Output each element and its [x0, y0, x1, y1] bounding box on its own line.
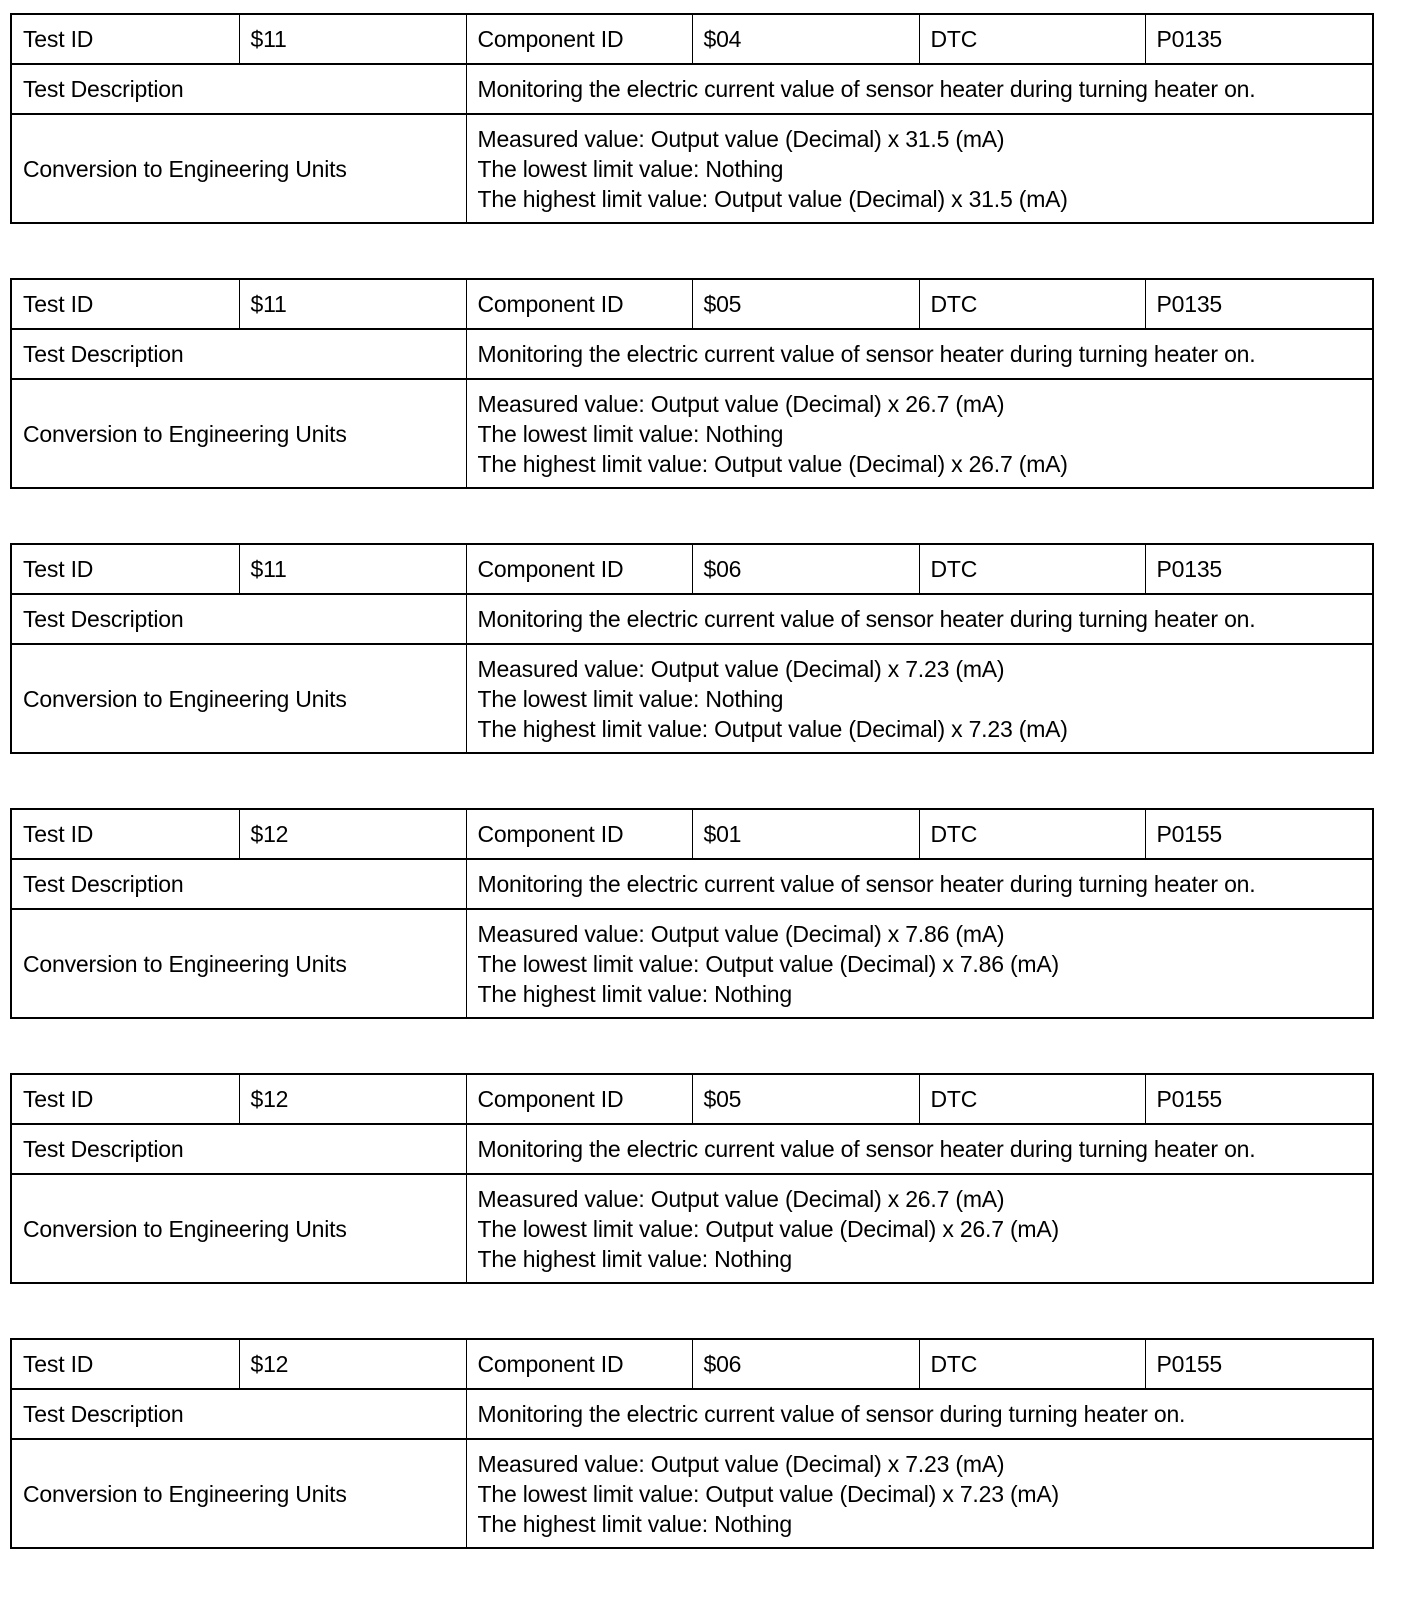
- test-id-label: Test ID: [11, 279, 239, 329]
- lowest-limit-line: The lowest limit value: Nothing: [477, 155, 784, 182]
- id-row: [11, 1074, 1373, 1124]
- test-id-value: $12: [239, 809, 466, 859]
- test-id-value: $12: [239, 1339, 466, 1389]
- lowest-limit-line: The lowest limit value: Output value (Decimal) x 7.86 (mA): [477, 950, 1059, 977]
- test-id-label: Test ID: [11, 1074, 239, 1124]
- description-row: [11, 1124, 1373, 1174]
- id-row: [11, 279, 1373, 329]
- id-row: [11, 14, 1373, 64]
- monitor-test-table: [10, 1073, 1374, 1284]
- conversion-row: [11, 1174, 1373, 1283]
- conversion-row: [11, 114, 1373, 223]
- highest-limit-line: The highest limit value: Output value (Decimal) x 31.5 (mA): [477, 185, 1068, 212]
- id-row: [11, 544, 1373, 594]
- conversion-label: Conversion to Engineering Units: [11, 379, 466, 488]
- id-row: [11, 809, 1373, 859]
- lowest-limit-line: The lowest limit value: Output value (Decimal) x 7.23 (mA): [477, 1480, 1059, 1507]
- id-row: [11, 1339, 1373, 1389]
- measured-value-line: Measured value: Output value (Decimal) x 31.5 (mA): [477, 125, 1005, 152]
- test-description-value: Monitoring the electric current value of sensor heater during turning heater on.: [466, 594, 1373, 644]
- conversion-row: [11, 1439, 1373, 1548]
- component-id-label: Component ID: [466, 1339, 692, 1389]
- component-id-label: Component ID: [466, 279, 692, 329]
- highest-limit-line: The highest limit value: Nothing: [477, 1510, 792, 1537]
- lowest-limit-line: The lowest limit value: Output value (Decimal) x 26.7 (mA): [477, 1215, 1059, 1242]
- description-row: [11, 64, 1373, 114]
- conversion-value: [466, 1439, 1373, 1548]
- conversion-value: [466, 379, 1373, 488]
- test-description-label: Test Description: [11, 1389, 466, 1439]
- component-id-label: Component ID: [466, 544, 692, 594]
- conversion-value: [466, 114, 1373, 223]
- component-id-value: $01: [692, 809, 919, 859]
- conversion-label: Conversion to Engineering Units: [11, 114, 466, 223]
- dtc-value: P0155: [1145, 1074, 1373, 1124]
- test-description-label: Test Description: [11, 329, 466, 379]
- test-id-label: Test ID: [11, 809, 239, 859]
- description-row: [11, 594, 1373, 644]
- dtc-label: DTC: [919, 14, 1145, 64]
- conversion-label: Conversion to Engineering Units: [11, 909, 466, 1018]
- measured-value-line: Measured value: Output value (Decimal) x 26.7 (mA): [477, 1185, 1005, 1212]
- description-row: [11, 1389, 1373, 1439]
- conversion-label: Conversion to Engineering Units: [11, 1439, 466, 1548]
- test-id-label: Test ID: [11, 1339, 239, 1389]
- monitor-test-tables: [10, 13, 1372, 1603]
- test-id-value: $11: [239, 279, 466, 329]
- dtc-label: DTC: [919, 544, 1145, 594]
- component-id-value: $06: [692, 544, 919, 594]
- test-description-value: Monitoring the electric current value of sensor heater during turning heater on.: [466, 859, 1373, 909]
- dtc-value: P0135: [1145, 14, 1373, 64]
- dtc-value: P0135: [1145, 279, 1373, 329]
- conversion-label: Conversion to Engineering Units: [11, 1174, 466, 1283]
- dtc-label: DTC: [919, 279, 1145, 329]
- highest-limit-line: The highest limit value: Nothing: [477, 980, 792, 1007]
- conversion-row: [11, 644, 1373, 753]
- highest-limit-line: The highest limit value: Nothing: [477, 1245, 792, 1272]
- conversion-value: [466, 1174, 1373, 1283]
- measured-value-line: Measured value: Output value (Decimal) x 26.7 (mA): [477, 390, 1005, 417]
- test-description-value: Monitoring the electric current value of sensor heater during turning heater on.: [466, 64, 1373, 114]
- test-id-label: Test ID: [11, 544, 239, 594]
- monitor-test-table: [10, 278, 1374, 489]
- test-description-value: Monitoring the electric current value of sensor heater during turning heater on.: [466, 1124, 1373, 1174]
- description-row: [11, 859, 1373, 909]
- test-description-value: Monitoring the electric current value of sensor heater during turning heater on.: [466, 329, 1373, 379]
- measured-value-line: Measured value: Output value (Decimal) x 7.23 (mA): [477, 655, 1005, 682]
- conversion-row: [11, 909, 1373, 1018]
- test-description-label: Test Description: [11, 64, 466, 114]
- measured-value-line: Measured value: Output value (Decimal) x 7.86 (mA): [477, 920, 1005, 947]
- measured-value-line: Measured value: Output value (Decimal) x 7.23 (mA): [477, 1450, 1005, 1477]
- component-id-label: Component ID: [466, 1074, 692, 1124]
- component-id-value: $04: [692, 14, 919, 64]
- test-description-label: Test Description: [11, 1124, 466, 1174]
- monitor-test-table: [10, 1338, 1374, 1549]
- dtc-label: DTC: [919, 809, 1145, 859]
- test-id-label: Test ID: [11, 14, 239, 64]
- test-description-label: Test Description: [11, 594, 466, 644]
- conversion-row: [11, 379, 1373, 488]
- dtc-value: P0155: [1145, 1339, 1373, 1389]
- test-description-value: Monitoring the electric current value of sensor during turning heater on.: [466, 1389, 1373, 1439]
- component-id-label: Component ID: [466, 14, 692, 64]
- monitor-test-table: [10, 543, 1374, 754]
- test-id-value: $12: [239, 1074, 466, 1124]
- conversion-value: [466, 909, 1373, 1018]
- conversion-value: [466, 644, 1373, 753]
- dtc-value: P0135: [1145, 544, 1373, 594]
- conversion-label: Conversion to Engineering Units: [11, 644, 466, 753]
- test-description-label: Test Description: [11, 859, 466, 909]
- dtc-label: DTC: [919, 1074, 1145, 1124]
- description-row: [11, 329, 1373, 379]
- lowest-limit-line: The lowest limit value: Nothing: [477, 685, 784, 712]
- highest-limit-line: The highest limit value: Output value (Decimal) x 7.23 (mA): [477, 715, 1068, 742]
- component-id-value: $05: [692, 279, 919, 329]
- monitor-test-table: [10, 13, 1374, 224]
- lowest-limit-line: The lowest limit value: Nothing: [477, 420, 784, 447]
- highest-limit-line: The highest limit value: Output value (Decimal) x 26.7 (mA): [477, 450, 1068, 477]
- monitor-test-table: [10, 808, 1374, 1019]
- component-id-value: $06: [692, 1339, 919, 1389]
- test-id-value: $11: [239, 544, 466, 594]
- dtc-value: P0155: [1145, 809, 1373, 859]
- component-id-label: Component ID: [466, 809, 692, 859]
- dtc-label: DTC: [919, 1339, 1145, 1389]
- test-id-value: $11: [239, 14, 466, 64]
- component-id-value: $05: [692, 1074, 919, 1124]
